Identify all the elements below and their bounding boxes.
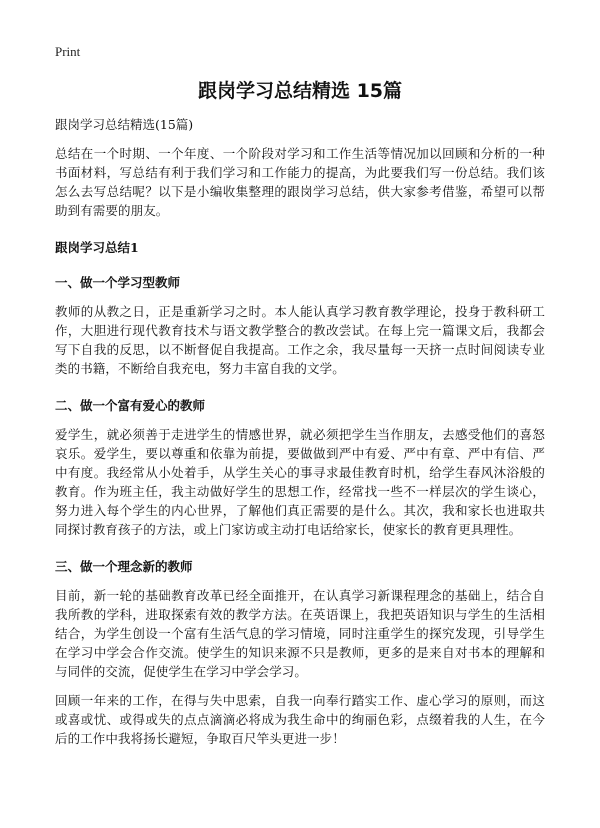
closing-paragraph: 回顾一年来的工作，在得与失中思索，自我一向奉行踏实工作、虚心学习的原则，而这或喜或忧、或得或失的点点滴滴必将成为我生命中的绚丽色彩，点缀着我的人生，在今后的工作中我将扬长避短，争取百尺竿头更进一步！: [55, 693, 545, 746]
section-body-3: 目前，新一轮的基础教育改革已经全面推开，在认真学习新课程理念的基础上，结合自我所教的学科，进取探索有效的教学方法。在英语课上，我把英语知识与学生的生活相结合，为学生创设一个富有生活气息的学习情境，同时注重学生的探究发现，引导学生在学习中学会合作交流。使学生的知识来源不只是教师，更多的是来自对书本的理解和与同伴的交流，促使学生在学习中学会学习。: [55, 588, 545, 679]
section-heading-2: 二、做一个富有爱心的教师: [55, 398, 206, 413]
section-body-2: 爱学生，就必须善于走进学生的情感世界，就必须把学生当作朋友，去感受他们的喜怒哀乐。爱学生，要以尊重和依靠为前提，要做做到严中有爱、严中有章、严中有信、严中有度。我经常从小处着手，从学生关心的事寻求最佳教育时机，给学生春风沐浴般的教育。作为班主任，我主动做好学生的思想工作，经常找一些不一样层次的学生谈心，努力进入每个学生的内心世界，了解他们真正需要的是什么。其次，我和家长也进取共同探讨教育孩子的方法，或上门家访或主动打电话给家长，使家长的教育更具理性。: [55, 427, 545, 537]
intro-paragraph: 总结在一个时期、一个年度、一个阶段对学习和工作生活等情况加以回顾和分析的一种书面材料，写总结有利于我们学习和工作能力的提高，为此要我们写一份总结。我们该怎么去写总结呢？以下是小编收集整理的跟岗学习总结，供大家参考借鉴，希望可以帮助到有需要的朋友。: [55, 146, 545, 218]
section-title: 跟岗学习总结1: [55, 240, 139, 255]
section-heading-3: 三、做一个理念新的教师: [55, 559, 193, 574]
document-subtitle: 跟岗学习总结精选(15篇): [55, 117, 194, 132]
page-title: 跟岗学习总结精选 15篇: [197, 80, 403, 102]
print-link[interactable]: Print: [55, 44, 81, 59]
section-body-1: 教师的从教之日，正是重新学习之时。本人能认真学习教育教学理论，投身于教科研工作，大胆进行现代教育技术与语文教学整合的教改尝试。在每上完一篇课文后，我都会写下自我的反思，以不断督促自我提高。工作之余，我尽量每一天挤一点时间阅读专业类的书籍，不断给自我充电，努力丰富自我的文学。: [55, 304, 545, 376]
section-heading-1: 一、做一个学习型教师: [55, 275, 181, 290]
